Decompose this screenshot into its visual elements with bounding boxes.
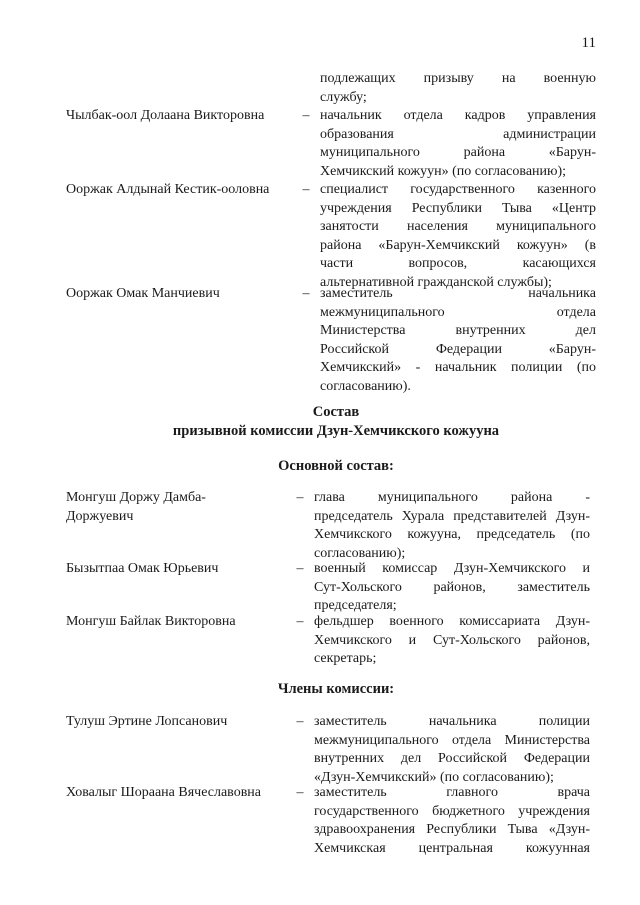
description-line: глава муниципального района - [314, 490, 590, 505]
description-line: части вопросов, касающихся [320, 256, 596, 271]
description-line: государственного бюджетного учреждения [314, 803, 590, 819]
commission-subtitle: призывной комиссии Дзун-Хемчикского кожууна [172, 423, 500, 439]
description-line: службу; [320, 89, 367, 105]
description-line: Хемчикская центральная кожуунная [314, 840, 590, 856]
member-name: Чылбак-оол Долаана Викторовна [66, 108, 265, 123]
description-line: Хемчикского кожууна, председатель (по [314, 527, 590, 542]
member-name: Монгуш Байлак Викторовна [66, 614, 236, 629]
dash-separator: – [296, 614, 304, 629]
main-section-heading: Основной состав: [278, 458, 394, 474]
dash-separator: – [302, 108, 310, 123]
description-line: Хемчикского и Сут-Хольского районов, [314, 632, 590, 648]
members-section-heading: Члены комиссии: [277, 681, 395, 697]
description-line: «Дзун-Хемчикский» (по согласованию); [314, 769, 554, 785]
description-line: секретарь; [314, 651, 377, 666]
member-description [314, 784, 590, 858]
member-name: Ховалыг Шораана Вячеславовна [66, 785, 262, 800]
description-line: образования администрации [320, 126, 596, 142]
dash-separator: – [296, 785, 304, 800]
description-line: фельдшер военного комиссариата Дзун- [314, 614, 590, 629]
name-line: Монгуш Доржу Дамба- [66, 490, 206, 505]
description-line: здравоохранения Республики Тыва «Дзун- [314, 822, 590, 837]
description-line: Хемчикский» - начальник полиции (по [320, 360, 596, 375]
description-line: Сут-Хольского районов, заместитель [314, 579, 590, 595]
description-line: Хемчикский кожуун» (по согласованию); [320, 163, 567, 179]
description-line: председателя; [314, 598, 397, 613]
dash-separator: – [296, 490, 304, 505]
commission-title: Состав [312, 404, 360, 420]
description-line: учреждения Республики Тыва «Центр [320, 200, 596, 216]
member-name: Ооржак Алдынай Кестик-ооловна [66, 182, 270, 197]
member-name [66, 489, 206, 526]
description-line: района «Барун-Хемчикский кожуун» (в [320, 237, 596, 253]
member-description [320, 181, 596, 292]
member-description [314, 613, 590, 669]
member-description [314, 489, 590, 563]
member-description [320, 285, 596, 396]
description-line: Российской Федерации «Барун- [320, 341, 596, 357]
dash-separator: – [302, 182, 310, 197]
name-line: Доржуевич [66, 508, 134, 524]
description-line: межмуниципального отдела Министерства [314, 732, 590, 748]
description-line: заместитель начальника [320, 286, 596, 301]
member-description [320, 107, 596, 181]
member-name: Тулуш Эртине Лопсанович [66, 714, 228, 729]
member-name: Бызытпаа Омак Юрьевич [66, 561, 219, 576]
description-line: подлежащих призыву на военную [320, 71, 596, 86]
member-description [314, 560, 590, 616]
member-description [314, 713, 590, 787]
description-line: военный комиссар Дзун-Хемчикского и [314, 561, 590, 576]
description-line: согласованию); [314, 545, 406, 561]
description-line: начальник отдела кадров управления [320, 108, 596, 123]
description-line: специалист государственного казенного [320, 182, 596, 197]
description-line: председатель Хурала представителей Дзун- [314, 508, 590, 524]
member-description [320, 70, 596, 107]
description-line: межмуниципального отдела [320, 304, 596, 320]
dash-separator: – [296, 561, 304, 576]
description-line: внутренних дел Российской Федерации [314, 751, 590, 766]
dash-separator: – [302, 286, 310, 301]
description-line: заместитель начальника полиции [314, 714, 590, 729]
page-number: 11 [581, 35, 596, 51]
description-line: заместитель главного врача [314, 785, 590, 800]
description-line: занятости населения муниципального [320, 219, 596, 234]
description-line: согласованию). [320, 378, 411, 394]
member-name: Ооржак Омак Манчиевич [66, 286, 220, 301]
description-line: Министерства внутренних дел [320, 323, 596, 338]
dash-separator: – [296, 714, 304, 729]
description-line: альтернативной гражданской службы); [320, 274, 552, 290]
description-line: муниципального района «Барун- [320, 145, 596, 160]
